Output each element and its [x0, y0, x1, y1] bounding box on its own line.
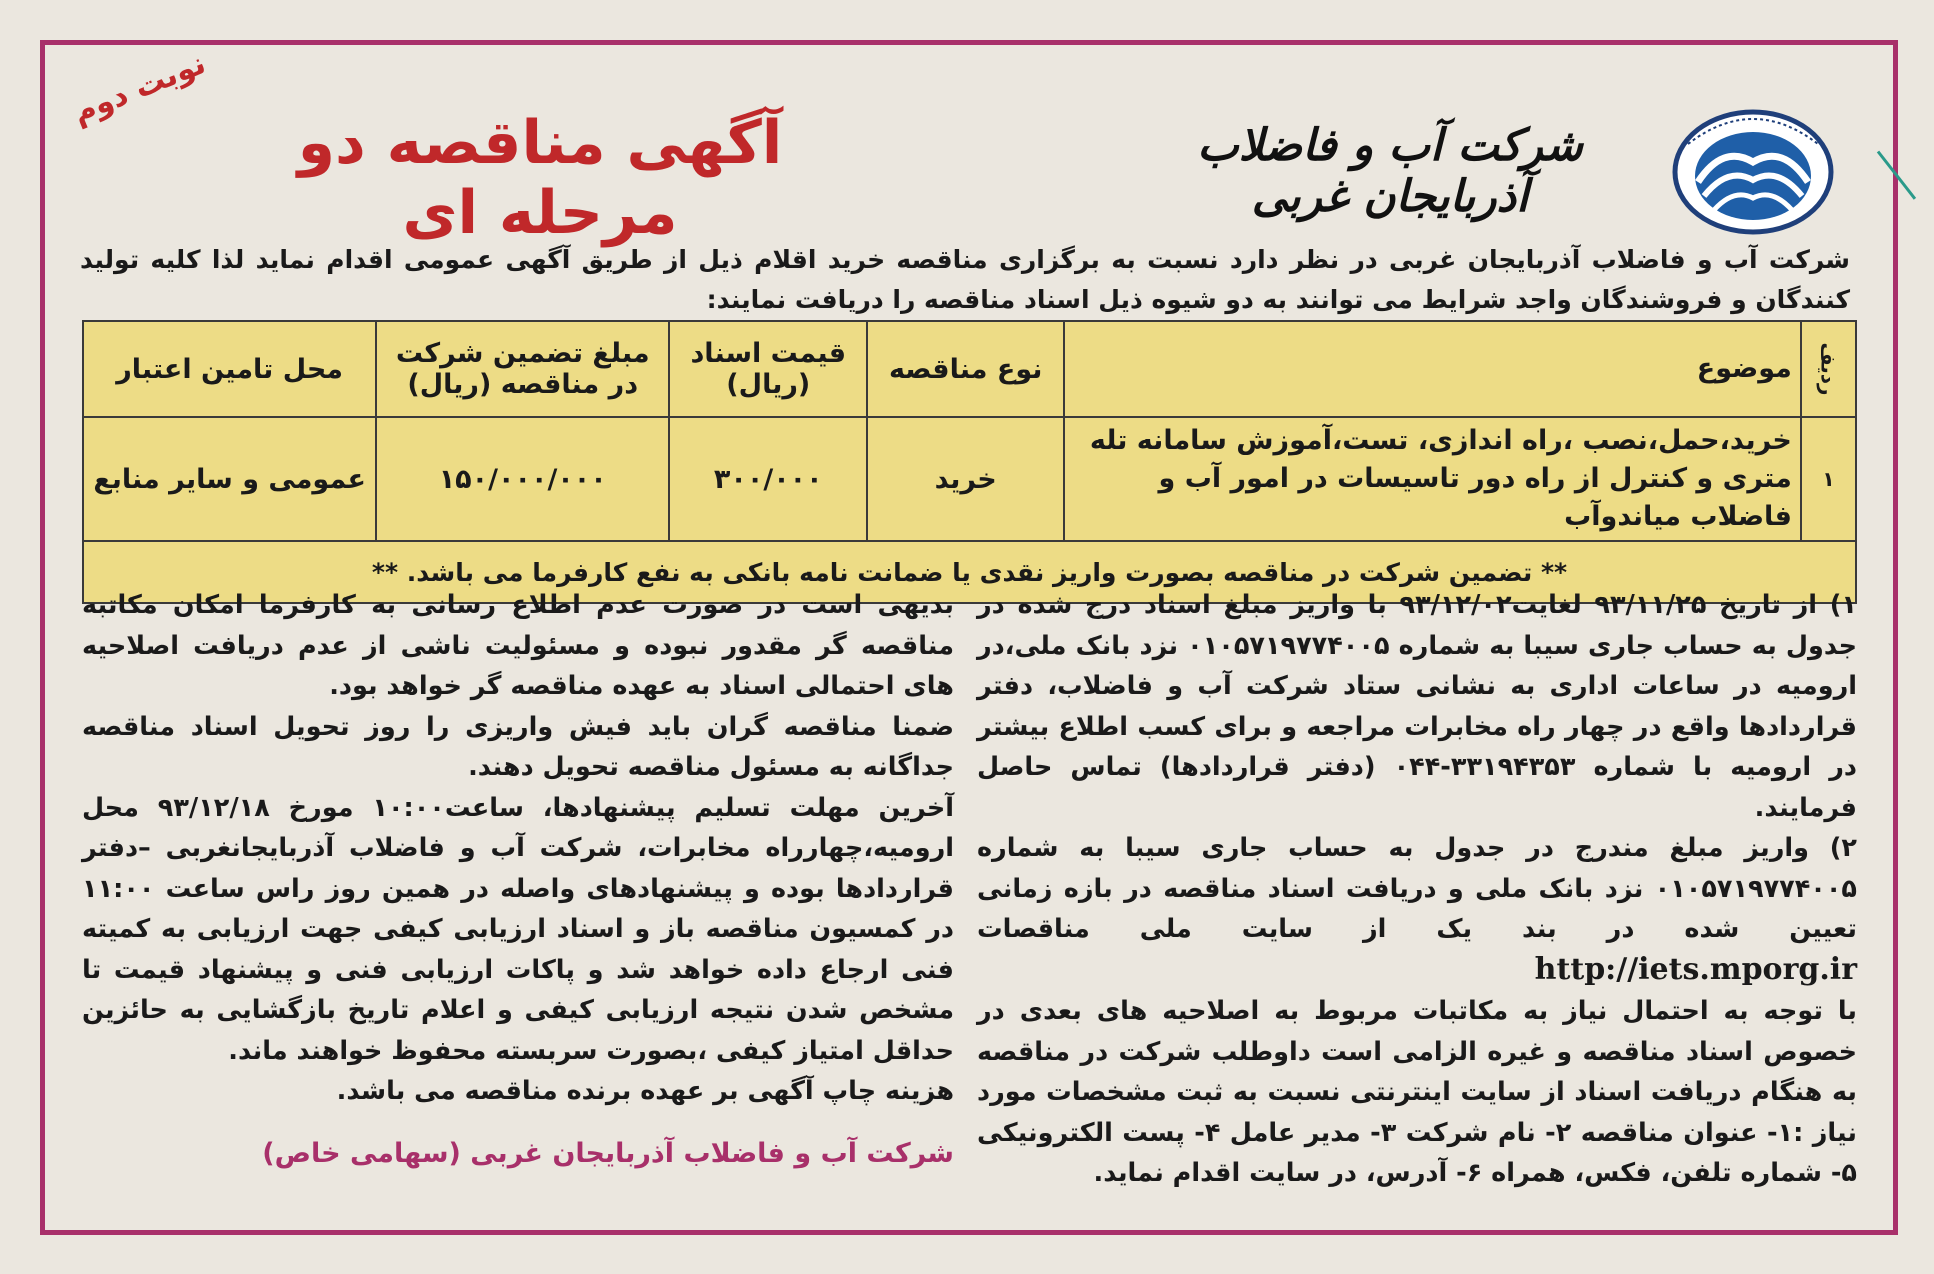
company-name: شرکت آب و فاضلاب آذربایجان غربی [1197, 120, 1583, 222]
cost-text: هزینه چاپ آگهی بر عهده برنده مناقصه می باشد. [336, 1076, 954, 1106]
row-type: خرید [867, 417, 1064, 541]
row-price: ۳۰۰/۰۰۰ [669, 417, 867, 541]
header-price: قیمت اسناد (ریال) [669, 321, 867, 417]
header-guarantee: مبلغ تضمین شرکت در مناقصه (ریال) [376, 321, 669, 417]
method-two-text: ۲) واریز مبلغ مندرج در جدول به حساب جاری سیبا به شماره ۰۱۰۵۷۱۹۷۷۴۰۰۵ نزد بانک ملی و دریافت اسناد مناقصه در بازه زمانی تعیین شده در بند یک از سایت ملی مناقصات http://iets.mporg.ir [977, 833, 1857, 987]
tender-table [82, 320, 1857, 604]
registration-text: با توجه به احتمال نیاز به مکاتبات مربوط به اصلاحیه های بعدی در خصوص اسناد مناقصه و غیره الزامی است داوطلب شرکت در مناقصه به هنگام دریافت اسناد از سایت اینترنتی نسبت به ثبت مشخصات مورد نیاز :۱- عنوان مناقصه ۲- نام شرکت ۳- مدیر عامل ۴- پست الکترونیکی ۵- شماره تلفن، فکس، همراه ۶- آدرس، در سایت اقدام نماید. [977, 996, 1857, 1188]
guarantee-note: ** تضمین شرکت در مناقصه بصورت واریز نقدی یا ضمانت نامه بانکی به نفع کارفرما می باشد. ** [83, 541, 1856, 603]
right-column [977, 585, 1857, 1194]
header-funding: محل تامین اعتبار [83, 321, 376, 417]
page-title: آگهی مناقصه دو مرحله ای [297, 108, 783, 248]
body-columns [82, 585, 1857, 1215]
header-row-number: ردیف [1801, 321, 1856, 417]
header-subject: موضوع [1064, 321, 1801, 417]
row-guarantee: ۱۵۰/۰۰۰/۰۰۰ [376, 417, 669, 541]
table-header-row [83, 321, 1856, 417]
responsibility-text: بدیهی است در صورت عدم اطلاع رسانی به کارفرما امکان مکاتبه مناقصه گر مقدور نبوده و مسئولیت ناشی از عدم دریافت اصلاحیه های احتمالی اسناد به عهده مناقصه گر خواهد بود. [82, 590, 954, 701]
table-row [83, 417, 1856, 541]
intro-text: شرکت آب و فاضلاب آذربایجان غربی در نظر دارد نسبت به برگزاری مناقصه خرید اقلام ذیل از طریق آگهی عمومی اقدام نماید لذا کلیه تولید کنندگان و فروشندگان واجد شرایط می توانند به دو شیوه ذیل اسناد مناقصه را دریافت نمایند: [80, 245, 1850, 314]
left-column [82, 585, 954, 1174]
row-subject: خرید،حمل،نصب ،راه اندازی، تست،آموزش سامانه تله متری و کنترل از راه دور تاسیسات در امور آب و فاضلاب میاندوآب [1064, 417, 1801, 541]
tender-site-link[interactable]: http://iets.mporg.ir [1534, 951, 1857, 987]
water-company-logo-icon [1668, 104, 1838, 236]
receipt-text: ضمنا مناقصه گران باید فیش واریزی را روز تحویل اسناد مناقصه جداگانه به مسئول مناقصه تحویل دهند. [82, 711, 954, 782]
header-type: نوع مناقصه [867, 321, 1064, 417]
row-number: ۱ [1801, 417, 1856, 541]
deadline-text: آخرین مهلت تسلیم پیشنهادها، ساعت۱۰:۰۰ مورخ ۹۳/۱۲/۱۸ محل ارومیه،چهارراه مخابرات، شرکت آب و فاضلاب آذربایجانغربی –دفتر قراردادها بوده و پیشنهادهای واصله در همین روز راس ساعت ۱۱:۰۰ در کمسیون مناقصه باز و اسناد ارزیابی کیفی جهت ارزیابی به کمیته فنی ارجاع داده خواهد شد و پاکات ارزیابی فنی و پیشنهاد قیمت تا مشخص شدن نتیجه ارزیابی کیفی و اعلام تاریخ بازگشایی به حائزین حداقل امتیاز کیفی ،بصورت سربسته محفوظ خواهند ماند. [82, 792, 954, 1066]
signature: شرکت آب و فاضلاب آذربایجان غربی (سهامی خاص) [262, 1137, 954, 1169]
method-one-text: ۱) از تاریخ ۹۳/۱۱/۲۵ لغایت۹۳/۱۲/۰۲ با واریز مبلغ اسناد درج شده در جدول به حساب جاری سیبا به شماره ۰۱۰۵۷۱۹۷۷۴۰۰۵ نزد بانک ملی،در ارومیه در ساعات اداری به نشانی ستاد شرکت آب و فاضلاب، دفتر قراردادها واقع در چهار راه مخابرات مراجعه و برای کسب اطلاع بیشتر در ارومیه با شماره ۳۳۱۹۴۳۵۳-۰۴۴ (دفتر قراردادها) تماس حاصل فرمایند. [977, 590, 1857, 823]
row-funding: عمومی و سایر منابع [83, 417, 376, 541]
round-badge: نوبت دوم [68, 46, 211, 131]
